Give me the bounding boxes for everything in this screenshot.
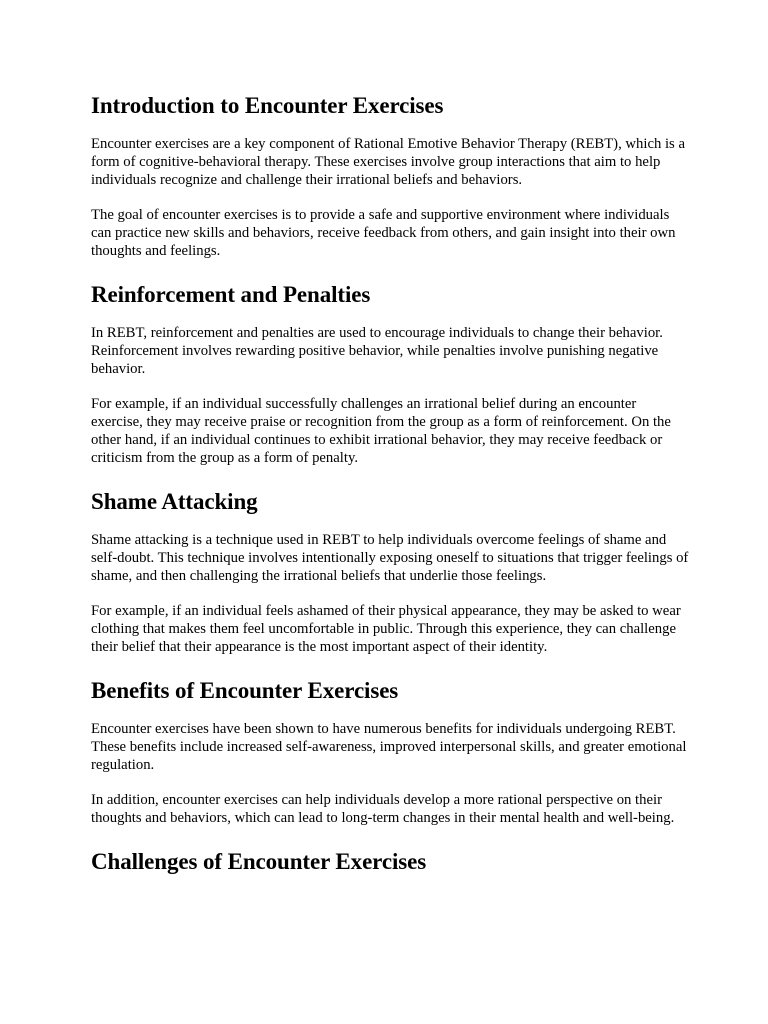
section-heading: Introduction to Encounter Exercises: [91, 93, 444, 118]
section-heading: Benefits of Encounter Exercises: [91, 678, 399, 703]
section-introduction: [91, 88, 691, 260]
section-heading: Shame Attacking: [91, 489, 258, 514]
paragraph: For example, if an individual successfully challenges an irrational belief during an encounter exercise, they may receive praise or recognition from the group as a form of reinforcement. On the other hand, if an individual continues to exhibit irrational behavior, they may receive feedback or criticism from the group as a form of penalty.: [91, 396, 671, 466]
section-challenges: [91, 844, 691, 880]
paragraph: In REBT, reinforcement and penalties are used to encourage individuals to change their behavior. Reinforcement involves rewarding positive behavior, while penalties involve punishing negative behavior.: [91, 325, 663, 377]
section-heading: Challenges of Encounter Exercises: [91, 849, 427, 874]
document-page: [91, 88, 691, 891]
section-heading: Reinforcement and Penalties: [91, 282, 371, 307]
paragraph: Shame attacking is a technique used in REBT to help individuals overcome feelings of shame and self-doubt. This technique involves intentionally exposing oneself to situations that trigger feelings of shame, and then challenging the irrational beliefs that underlie those feelings.: [91, 532, 689, 584]
paragraph: For example, if an individual feels ashamed of their physical appearance, they may be asked to wear clothing that makes them feel uncomfortable in public. Through this experience, they can challenge their belief that their appearance is the most important aspect of their identity.: [91, 603, 681, 655]
section-shame-attacking: [91, 484, 691, 656]
section-benefits: [91, 673, 691, 827]
paragraph: Encounter exercises are a key component of Rational Emotive Behavior Therapy (REBT), which is a form of cognitive-behavioral therapy. These exercises involve group interactions that aim to help individuals recognize and challenge their irrational beliefs and behaviors.: [91, 136, 685, 188]
paragraph: Encounter exercises have been shown to have numerous benefits for individuals undergoing REBT. These benefits include increased self-awareness, improved interpersonal skills, and greater emotional regulation.: [91, 721, 687, 773]
paragraph: The goal of encounter exercises is to provide a safe and supportive environment where individuals can practice new skills and behaviors, receive feedback from others, and gain insight into their own thoughts and feelings.: [91, 207, 676, 259]
paragraph: In addition, encounter exercises can help individuals develop a more rational perspective on their thoughts and behaviors, which can lead to long-term changes in their mental health and well-being.: [91, 792, 675, 826]
section-reinforcement-and-penalties: [91, 277, 691, 467]
